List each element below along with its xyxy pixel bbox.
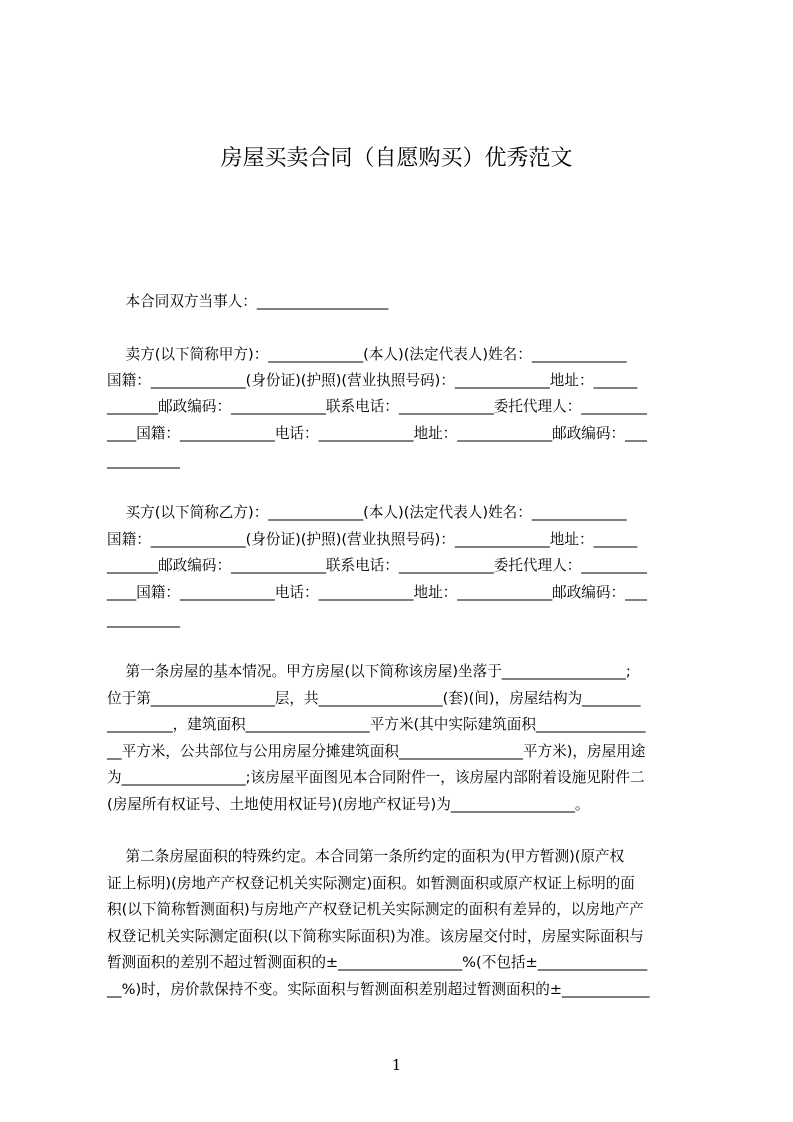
article-2-line-2: 证上标明)(房地产产权登记机关实际测定)面积。如暂测面积或原产权证上标明的面 [107, 875, 635, 892]
article-1-line-1: 第一条房屋的基本情况。甲方房屋(以下简称该房屋)坐落于_________________; [107, 663, 631, 680]
article-2-line-3: 积(以下简称暂测面积)与房地产产权登记机关实际测定的面积有差异的，以房地产产 [107, 901, 644, 918]
article-2-line-4: 权登记机关实际测定面积(以下简称实际面积)为准。该房屋交付时，房屋实际面积与 [107, 928, 644, 945]
seller-line-5: __________ [107, 452, 180, 469]
seller-line-3: _______邮政编码：_____________联系电话：_____________委托代理人：_________ [107, 398, 647, 415]
buyer-line-5: __________ [107, 611, 180, 628]
document-title: 房屋买卖合同（自愿购买）优秀范文 [220, 146, 573, 171]
seller-line-1: 卖方(以下简称甲方)：_____________(本人)(法定代表人)姓名：_____________ [107, 346, 627, 363]
article-1-line-4: __平方米，公共部位与公用房屋分摊建筑面积_________________平方米)，房屋用途 [107, 743, 646, 760]
seller-line-2: 国籍：_____________(身份证)(护照)(营业执照号码)：_____________地址：______ [107, 372, 638, 389]
article-1-line-2: 位于第_________________层，共_________________(套)(间)，房屋结构为________ [107, 690, 641, 707]
buyer-line-2: 国籍：_____________(身份证)(护照)(营业执照号码)：_____________地址：______ [107, 531, 638, 548]
article-2-line-1: 第二条房屋面积的特殊约定。本合同第一条所约定的面积为(甲方暂测)(原产权 [107, 848, 625, 865]
parties-line: 本合同双方当事人：__________________ [107, 293, 389, 310]
buyer-line-3: _______邮政编码：_____________联系电话：_____________委托代理人：_________ [107, 557, 647, 574]
buyer-line-4: ____国籍：_____________电话：_____________地址：_____________邮政编码：___ [107, 584, 647, 601]
seller-line-4: ____国籍：_____________电话：_____________地址：_____________邮政编码：___ [107, 425, 647, 442]
page-number: 1 [391, 1056, 402, 1074]
article-1-line-5: 为_________________;该房屋平面图见本合同附件一，该房屋内部附着设施见附件二 [107, 769, 645, 786]
article-2-line-6: __%)时，房价款保持不变。实际面积与暂测面积差别超过暂测面积的±____________ [107, 981, 650, 998]
article-1-line-3: _________，建筑面积_________________平方米(其中实际建筑面积_______________ [107, 716, 646, 733]
article-1-line-6: (房屋所有权证号、土地使用权证号)(房地产权证号)为_________________。 [107, 796, 590, 813]
article-2-line-5: 暂测面积的差别不超过暂测面积的±_________________%(不包括±_______________ [107, 954, 648, 971]
buyer-line-1: 买方(以下简称乙方)：_____________(本人)(法定代表人)姓名：_____________ [107, 504, 627, 521]
